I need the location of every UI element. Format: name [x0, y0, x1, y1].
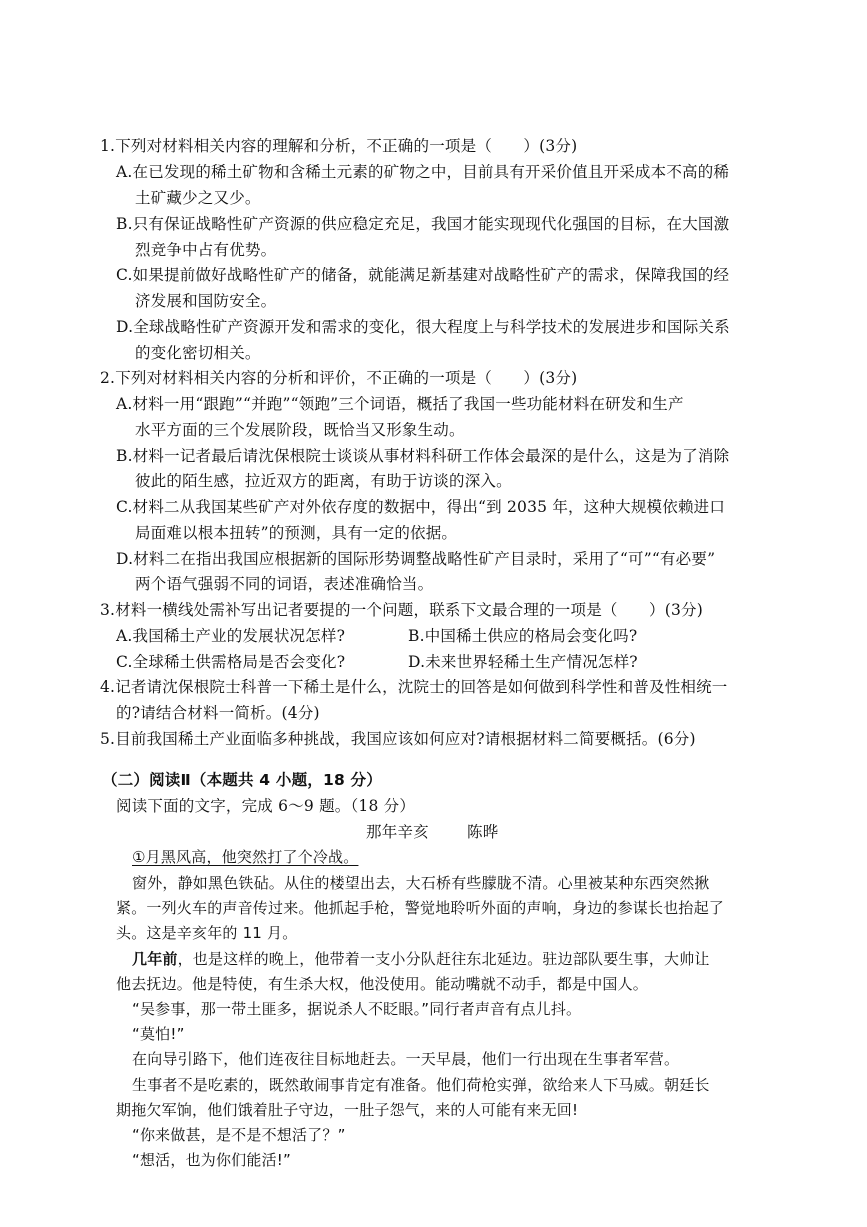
question-1-option-a-cont: 土矿藏少之又少。	[135, 189, 261, 207]
question-1-option-d: D.全球战略性矿产资源开发和需求的变化，很大程度上与科学技术的发展进步和国际关系	[116, 318, 730, 336]
story-paragraph-7-line-2: 期拖欠军饷，他们饿着肚子守边，一肚子怨气，来的人可能有来无回!	[116, 1101, 579, 1119]
question-1-option-c: C.如果提前做好战略性矿产的储备，就能满足新基建对战略性矿产的需求，保障我国的经	[116, 266, 730, 284]
question-2-option-c-cont: 局面难以根本扭转”的预测，具有一定的依据。	[135, 524, 458, 542]
question-2-option-d: D.材料二在指出我国应根据新的国际形势调整战略性矿产目录时，采用了“可”“有必要”	[116, 550, 716, 568]
story-paragraph-9: “想活，也为你们能活!”	[132, 1151, 291, 1169]
story-paragraph-2-line-3: 头。这是辛亥年的 11 月。	[116, 924, 298, 942]
story-paragraph-3-line-1	[132, 948, 710, 970]
question-3-stem: 3.材料一横线处需补写出记者要提的一个问题，联系下文最合理的一项是（ ）(3分)	[100, 601, 703, 619]
question-2-option-a-cont: 水平方面的三个发展阶段，既恰当又形象生动。	[135, 421, 465, 439]
question-1-option-b: B.只有保证战略性矿产资源的供应稳定充足，我国才能实现现代化强国的目标，在大国激	[116, 215, 730, 233]
story-title: 那年辛亥	[366, 823, 429, 841]
story-paragraph-3-line-2: 他去抚边。他是特使，有生杀大权，他没使用。能动嘴就不动手，都是中国人。	[116, 975, 649, 993]
question-1-option-d-cont: 的变化密切相关。	[135, 344, 261, 362]
story-paragraph-2-line-2: 紧。一列火车的声音传过来。他抓起手枪，警觉地聆听外面的声响，身边的参谋长也抬起了	[116, 899, 725, 917]
story-paragraph-8: “你来做甚，是不是不想活了？”	[132, 1126, 346, 1144]
question-2-option-b: B.材料一记者最后请沈保根院士谈谈从事材料科研工作体会最深的是什么，这是为了消除	[116, 447, 730, 465]
question-4-stem-cont: 的?请结合材料一简析。(4分)	[116, 704, 320, 722]
section-heading: （二）阅读Ⅱ（本题共 4 小题，18 分）	[102, 771, 382, 789]
question-4-stem: 4.记者请沈保根院士科普一下稀土是什么，沈院士的回答是如何做到科学性和普及性相统一	[100, 678, 728, 696]
story-paragraph-1: ①月黑风高，他突然打了个冷战。	[132, 848, 359, 866]
question-3-option-a: A.我国稀土产业的发展状况怎样?	[116, 627, 346, 645]
question-3-option-b: B.中国稀土供应的格局会变化吗?	[408, 627, 638, 645]
question-1-option-a: A.在已发现的稀土矿物和含稀土元素的矿物之中，目前具有开采价值且开采成本不高的稀	[116, 163, 730, 181]
question-2-option-a: A.材料一用“跟跑”“并跑”“领跑”三个词语，概括了我国一些功能材料在研发和生产	[116, 395, 684, 413]
section-instruction: 阅读下面的文字，完成 6～9 题。（18 分）	[116, 797, 416, 815]
story-paragraph-5: “莫怕!”	[132, 1025, 185, 1043]
question-5-stem: 5.目前我国稀土产业面临多种挑战，我国应该如何应对?请根据材料二简要概括。(6分)	[100, 730, 696, 748]
question-1-option-c-cont: 济发展和国防安全。	[135, 292, 277, 310]
story-author: 陈晔	[467, 823, 499, 841]
question-1-option-b-cont: 烈竞争中占有优势。	[135, 241, 277, 259]
story-paragraph-4: “吴参事，那一带土匪多，据说杀人不眨眼。”同行者声音有点儿抖。	[132, 1000, 582, 1018]
story-paragraph-7-line-1: 生事者不是吃素的，既然敢闹事肯定有准备。他们荷枪实弹，欲给来人下马威。朝廷长	[132, 1076, 710, 1094]
question-2-stem: 2.下列对材料相关内容的分析和评价，不正确的一项是（ ）(3分)	[100, 369, 578, 387]
question-2-option-c: C.材料二从我国某些矿产对外依存度的数据中，得出“到 2035 年，这种大规模依赖进口	[116, 498, 726, 516]
story-paragraph-6: 在向导引路下，他们连夜往目标地赶去。一天早晨，他们一行出现在生事者军营。	[132, 1050, 680, 1068]
story-paragraph-2-line-1: 窗外，静如黑色铁砧。从住的楼望出去，大石桥有些朦胧不清。心里被某种东西突然揪	[132, 874, 710, 892]
question-2-option-b-cont: 彼此的陌生感，拉近双方的距离，有助于访谈的深入。	[135, 472, 512, 490]
question-3-option-d: D.未来世界轻稀土生产情况怎样?	[408, 653, 638, 671]
question-1-stem: 1.下列对材料相关内容的理解和分析，不正确的一项是（ ）(3分)	[100, 137, 578, 155]
question-2-option-d-cont: 两个语气强弱不同的词语，表述准确恰当。	[135, 575, 434, 593]
question-3-option-c: C.全球稀土供需格局是否会变化?	[116, 653, 346, 671]
story-emphasis: 几年前	[132, 950, 178, 968]
story-paragraph-3-text: ，也是这样的晚上，他带着一支小分队赶往东北延边。驻边部队要生事，大帅让	[177, 950, 710, 968]
